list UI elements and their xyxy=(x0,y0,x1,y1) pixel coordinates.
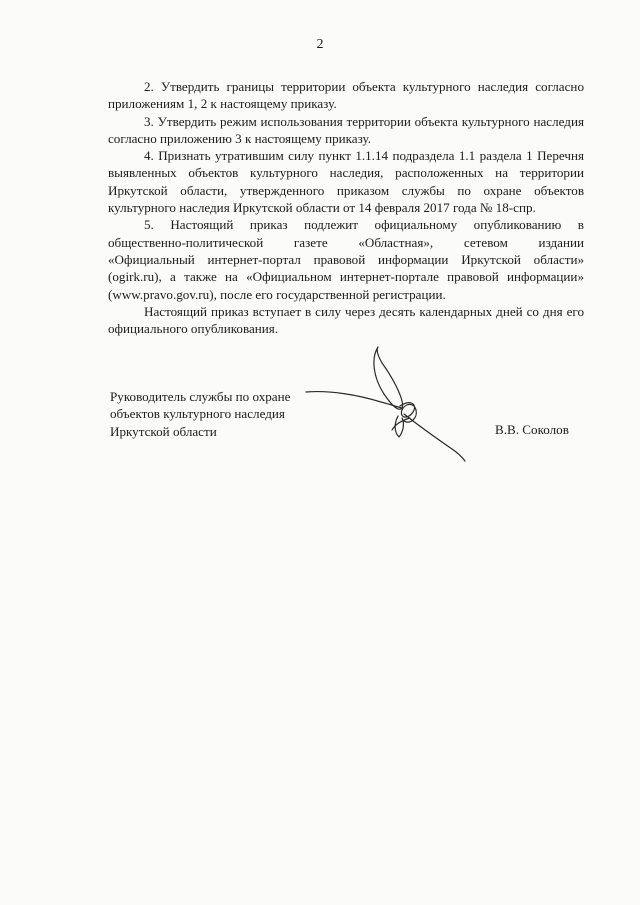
paragraph-5-line-4: (ogirk.ru), а также на «Официальном интернет-портале правовой информации» xyxy=(108,269,584,285)
paragraph-5-line-2: общественно-политической газете «Областная», сетевом издании xyxy=(108,234,584,250)
paragraph-6: Настоящий приказ вступает в силу через десять календарных дней со дня его официального опубликования. xyxy=(108,303,584,337)
paragraph-4: 4. Признать утратившим силу пункт 1.1.14 подраздела 1.1 раздела 1 Перечня выявленных объектов культурного наследия, расположенных на территории Иркутской области, утвержденного приказом службы по охране объектов культурного наследия Иркутской области от 14 февраля 2017 года № 18-спр. xyxy=(108,148,584,216)
paragraph-2: 2. Утвердить границы территории объекта культурного наследия согласно приложениям 1, 2 к настоящему приказу. xyxy=(108,79,584,112)
paragraph-5-line-1: 5. Настоящий приказ подлежит официальному опубликованию в xyxy=(144,217,584,233)
signatory-name: В.В. Соколов xyxy=(495,422,569,437)
paragraph-3: 3. Утвердить режим использования территории объекта культурного наследия согласно приложению 3 к настоящему приказу. xyxy=(108,113,584,146)
signatory-position-line-1: Руководитель службы по охране xyxy=(110,389,291,404)
paragraph-5-line-5: (www.pravo.gov.ru), после его государственной регистрации. xyxy=(108,286,446,302)
paragraph-5-line-3: «Официальный интернет-портал правовой информации Иркутской области» xyxy=(108,251,584,267)
page-number: 2 xyxy=(316,37,324,52)
signatory-position-line-2: объектов культурного наследия xyxy=(110,406,285,422)
signatory-position-line-3: Иркутской области xyxy=(110,423,217,439)
